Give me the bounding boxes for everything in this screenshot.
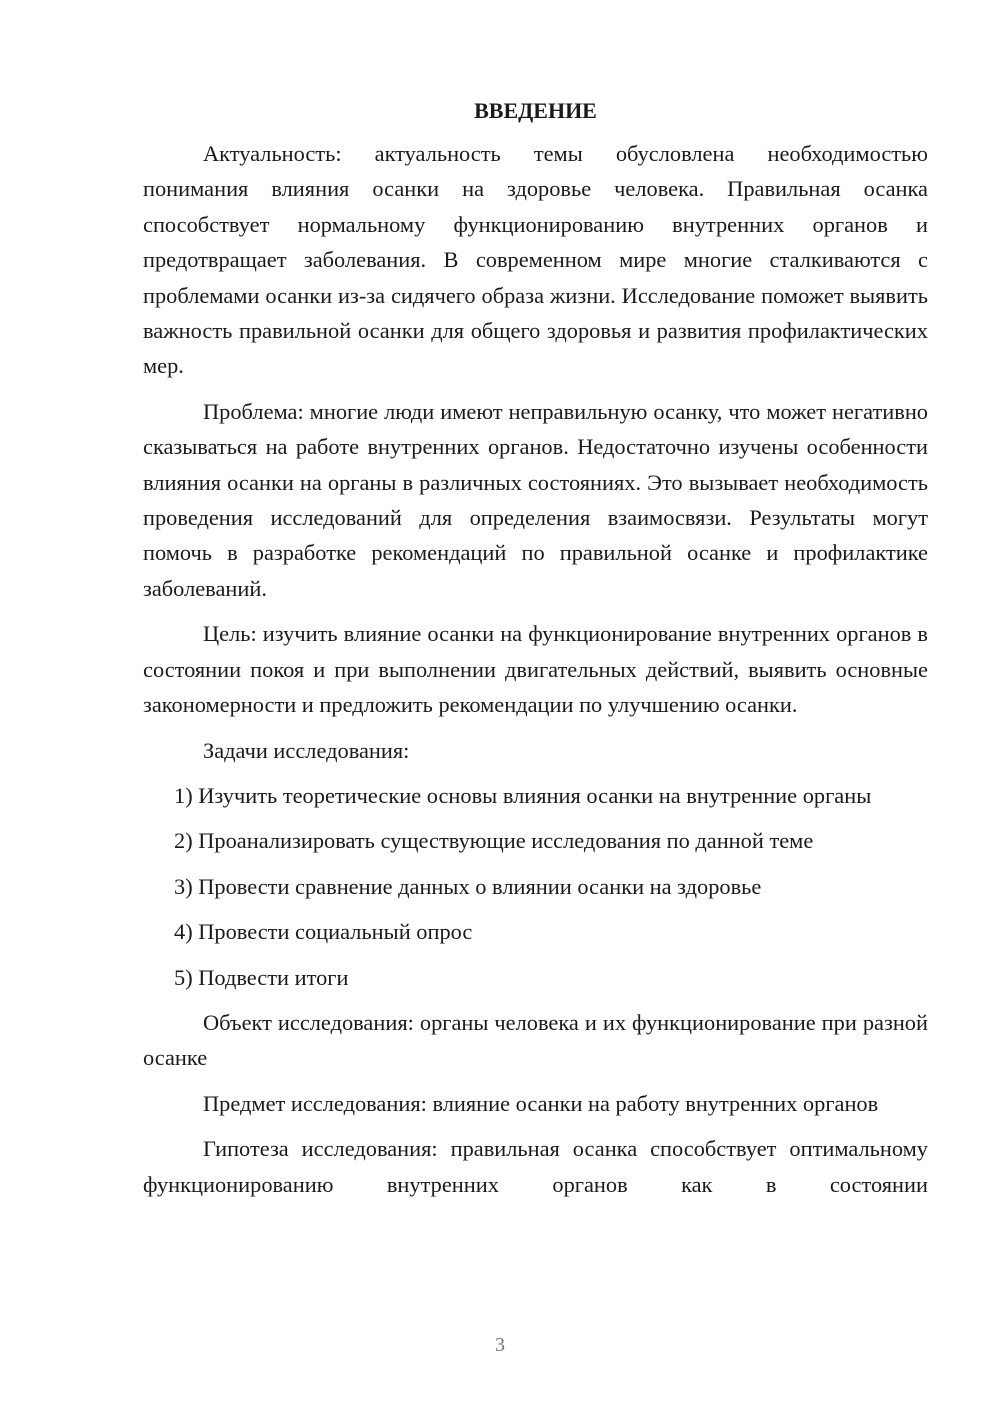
object-paragraph: Объект исследования: органы человека и их функционирование при разной осанке bbox=[143, 1009, 928, 1071]
goal-paragraph: Цель: изучить влияние осанки на функционирование внутренних органов в состоянии покоя и при выполнении двигательных действий, выявить основные закономерности и предложить рекомендации по улучшению осанки. bbox=[143, 621, 928, 718]
hypothesis-paragraph: Гипотеза исследования: правильная осанка способствует оптимальному функционированию внутренних органов как в состоянии bbox=[143, 1136, 928, 1197]
task-item: 4) Провести социальный опрос bbox=[174, 919, 473, 945]
task-item: 1) Изучить теоретические основы влияния осанки на внутренние органы bbox=[174, 782, 872, 808]
page-number: 3 bbox=[495, 1334, 505, 1356]
tasks-heading: Задачи исследования: bbox=[203, 737, 410, 763]
section-title: ВВЕДЕНИЕ bbox=[474, 98, 597, 123]
page-content bbox=[143, 96, 928, 1212]
problem-paragraph: Проблема: многие люди имеют неправильную осанку, что может негативно сказываться на работе внутренних органов. Недостаточно изучены особенности влияния осанки на органы в различных состояниях. Это вызывает необходимость проведения исследований для определения взаимосвязи. Результаты могут помочь в разработке рекомендаций по правильной осанке и профилактике заболеваний. bbox=[143, 398, 928, 601]
subject-paragraph: Предмет исследования: влияние осанки на работу внутренних органов bbox=[203, 1090, 879, 1116]
task-item: 5) Подвести итоги bbox=[174, 964, 349, 990]
task-item: 3) Провести сравнение данных о влиянии осанки на здоровье bbox=[174, 873, 762, 899]
relevance-paragraph: Актуальность: актуальность темы обусловлена необходимостью понимания влияния осанки на здоровье человека. Правильная осанка способствует нормальному функционированию внутренних органов и предотвращает заболевания. В современном мире многие сталкиваются с проблемами осанки из-за сидячего образа жизни. Исследование поможет выявить важность правильной осанки для общего здоровья и развития профилактических мер. bbox=[143, 141, 928, 379]
task-item: 2) Проанализировать существующие исследования по данной теме bbox=[174, 828, 814, 854]
